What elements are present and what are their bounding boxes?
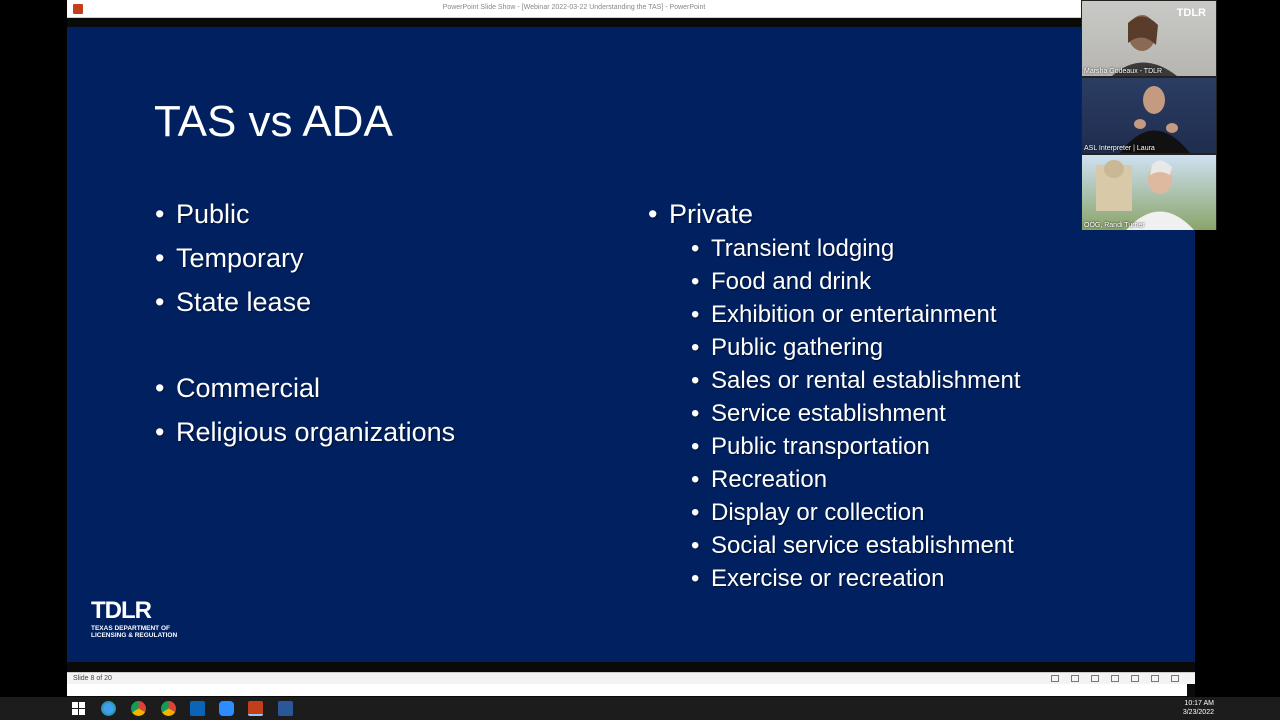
pause-icon[interactable]: [1071, 675, 1079, 682]
left-bullet-list: [155, 197, 455, 459]
list-item: • Public: [155, 197, 455, 241]
list-item: • Private: [648, 197, 753, 233]
list-item: • Sales or rental establishment: [691, 366, 1021, 399]
chrome-icon[interactable]: [161, 701, 176, 716]
interpreter-video-icon: [1082, 78, 1216, 153]
clock-date: 3/23/2022: [1182, 709, 1214, 716]
list-item: • Display or collection: [691, 498, 1021, 531]
slide-sorter-icon[interactable]: [1131, 675, 1139, 682]
slideshow-statusbar: [67, 672, 1195, 684]
tile-logo: TDLR: [1176, 7, 1206, 19]
list-item: • Food and drink: [691, 267, 1021, 300]
participant-name: ASL Interpreter | Laura: [1084, 145, 1155, 152]
list-item: • Service establishment: [691, 399, 1021, 432]
list-item: • Commercial: [155, 371, 455, 415]
right-bullet-list: [648, 197, 753, 233]
list-item: • Exercise or recreation: [691, 564, 1021, 597]
logo-line-1: TEXAS DEPARTMENT OF: [91, 625, 170, 632]
video-panel: [1081, 0, 1217, 230]
list-item: • Exhibition or entertainment: [691, 300, 1021, 333]
slide-counter: Slide 8 of 20: [73, 675, 112, 682]
powerpoint-icon[interactable]: [248, 701, 263, 716]
windows-taskbar: [0, 697, 1280, 720]
video-tile-participant[interactable]: [1082, 155, 1216, 230]
list-item: • Transient lodging: [691, 234, 1021, 267]
video-tile-interpreter[interactable]: [1082, 78, 1216, 153]
participant-name: Marsha Godeaux - TDLR: [1084, 68, 1163, 75]
participant-name: OOG, Randi Turner: [1084, 222, 1145, 229]
list-item: • State lease: [155, 285, 455, 329]
list-item: • Religious organizations: [155, 415, 455, 459]
notes-icon[interactable]: [1111, 675, 1119, 682]
list-item: • Public transportation: [691, 432, 1021, 465]
chrome-icon[interactable]: [131, 701, 146, 716]
logo-wordmark: TDLR: [91, 597, 151, 624]
list-item: • Recreation: [691, 465, 1021, 498]
taskbar-clock[interactable]: [1183, 699, 1214, 717]
slide-canvas[interactable]: [67, 27, 1195, 662]
logo-subtitle: [91, 625, 177, 639]
private-subitems-list: [691, 234, 1021, 597]
tdlr-logo: [91, 597, 178, 645]
windows-start-icon[interactable]: [72, 702, 87, 717]
slide-title: TAS vs ADA: [154, 97, 393, 146]
powerpoint-window: [67, 0, 1195, 697]
statusbar-controls: [1051, 675, 1179, 682]
clock-time: 10:17 AM: [1184, 700, 1214, 707]
next-icon[interactable]: [1091, 675, 1099, 682]
window-title: PowerPoint Slide Show - [Webinar 2022-03-22 Understanding the TAS] - PowerPoint: [442, 4, 706, 11]
previous-icon[interactable]: [1051, 675, 1059, 682]
zoom-icon[interactable]: [219, 701, 234, 716]
logo-line-2: LICENSING & REGULATION: [91, 632, 178, 639]
window-titlebar[interactable]: [67, 0, 1081, 18]
participant-video-icon: [1082, 155, 1216, 230]
slideshow-icon[interactable]: [1171, 675, 1179, 682]
word-icon[interactable]: [278, 701, 293, 716]
list-item: • Public gathering: [691, 333, 1021, 366]
list-item: • Temporary: [155, 241, 455, 285]
window-bottom-strip: [67, 684, 1187, 696]
list-item: • Social service establishment: [691, 531, 1021, 564]
edge-icon[interactable]: [101, 701, 116, 716]
outlook-icon[interactable]: [190, 701, 205, 716]
reading-view-icon[interactable]: [1151, 675, 1159, 682]
video-tile-presenter[interactable]: [1082, 1, 1216, 76]
